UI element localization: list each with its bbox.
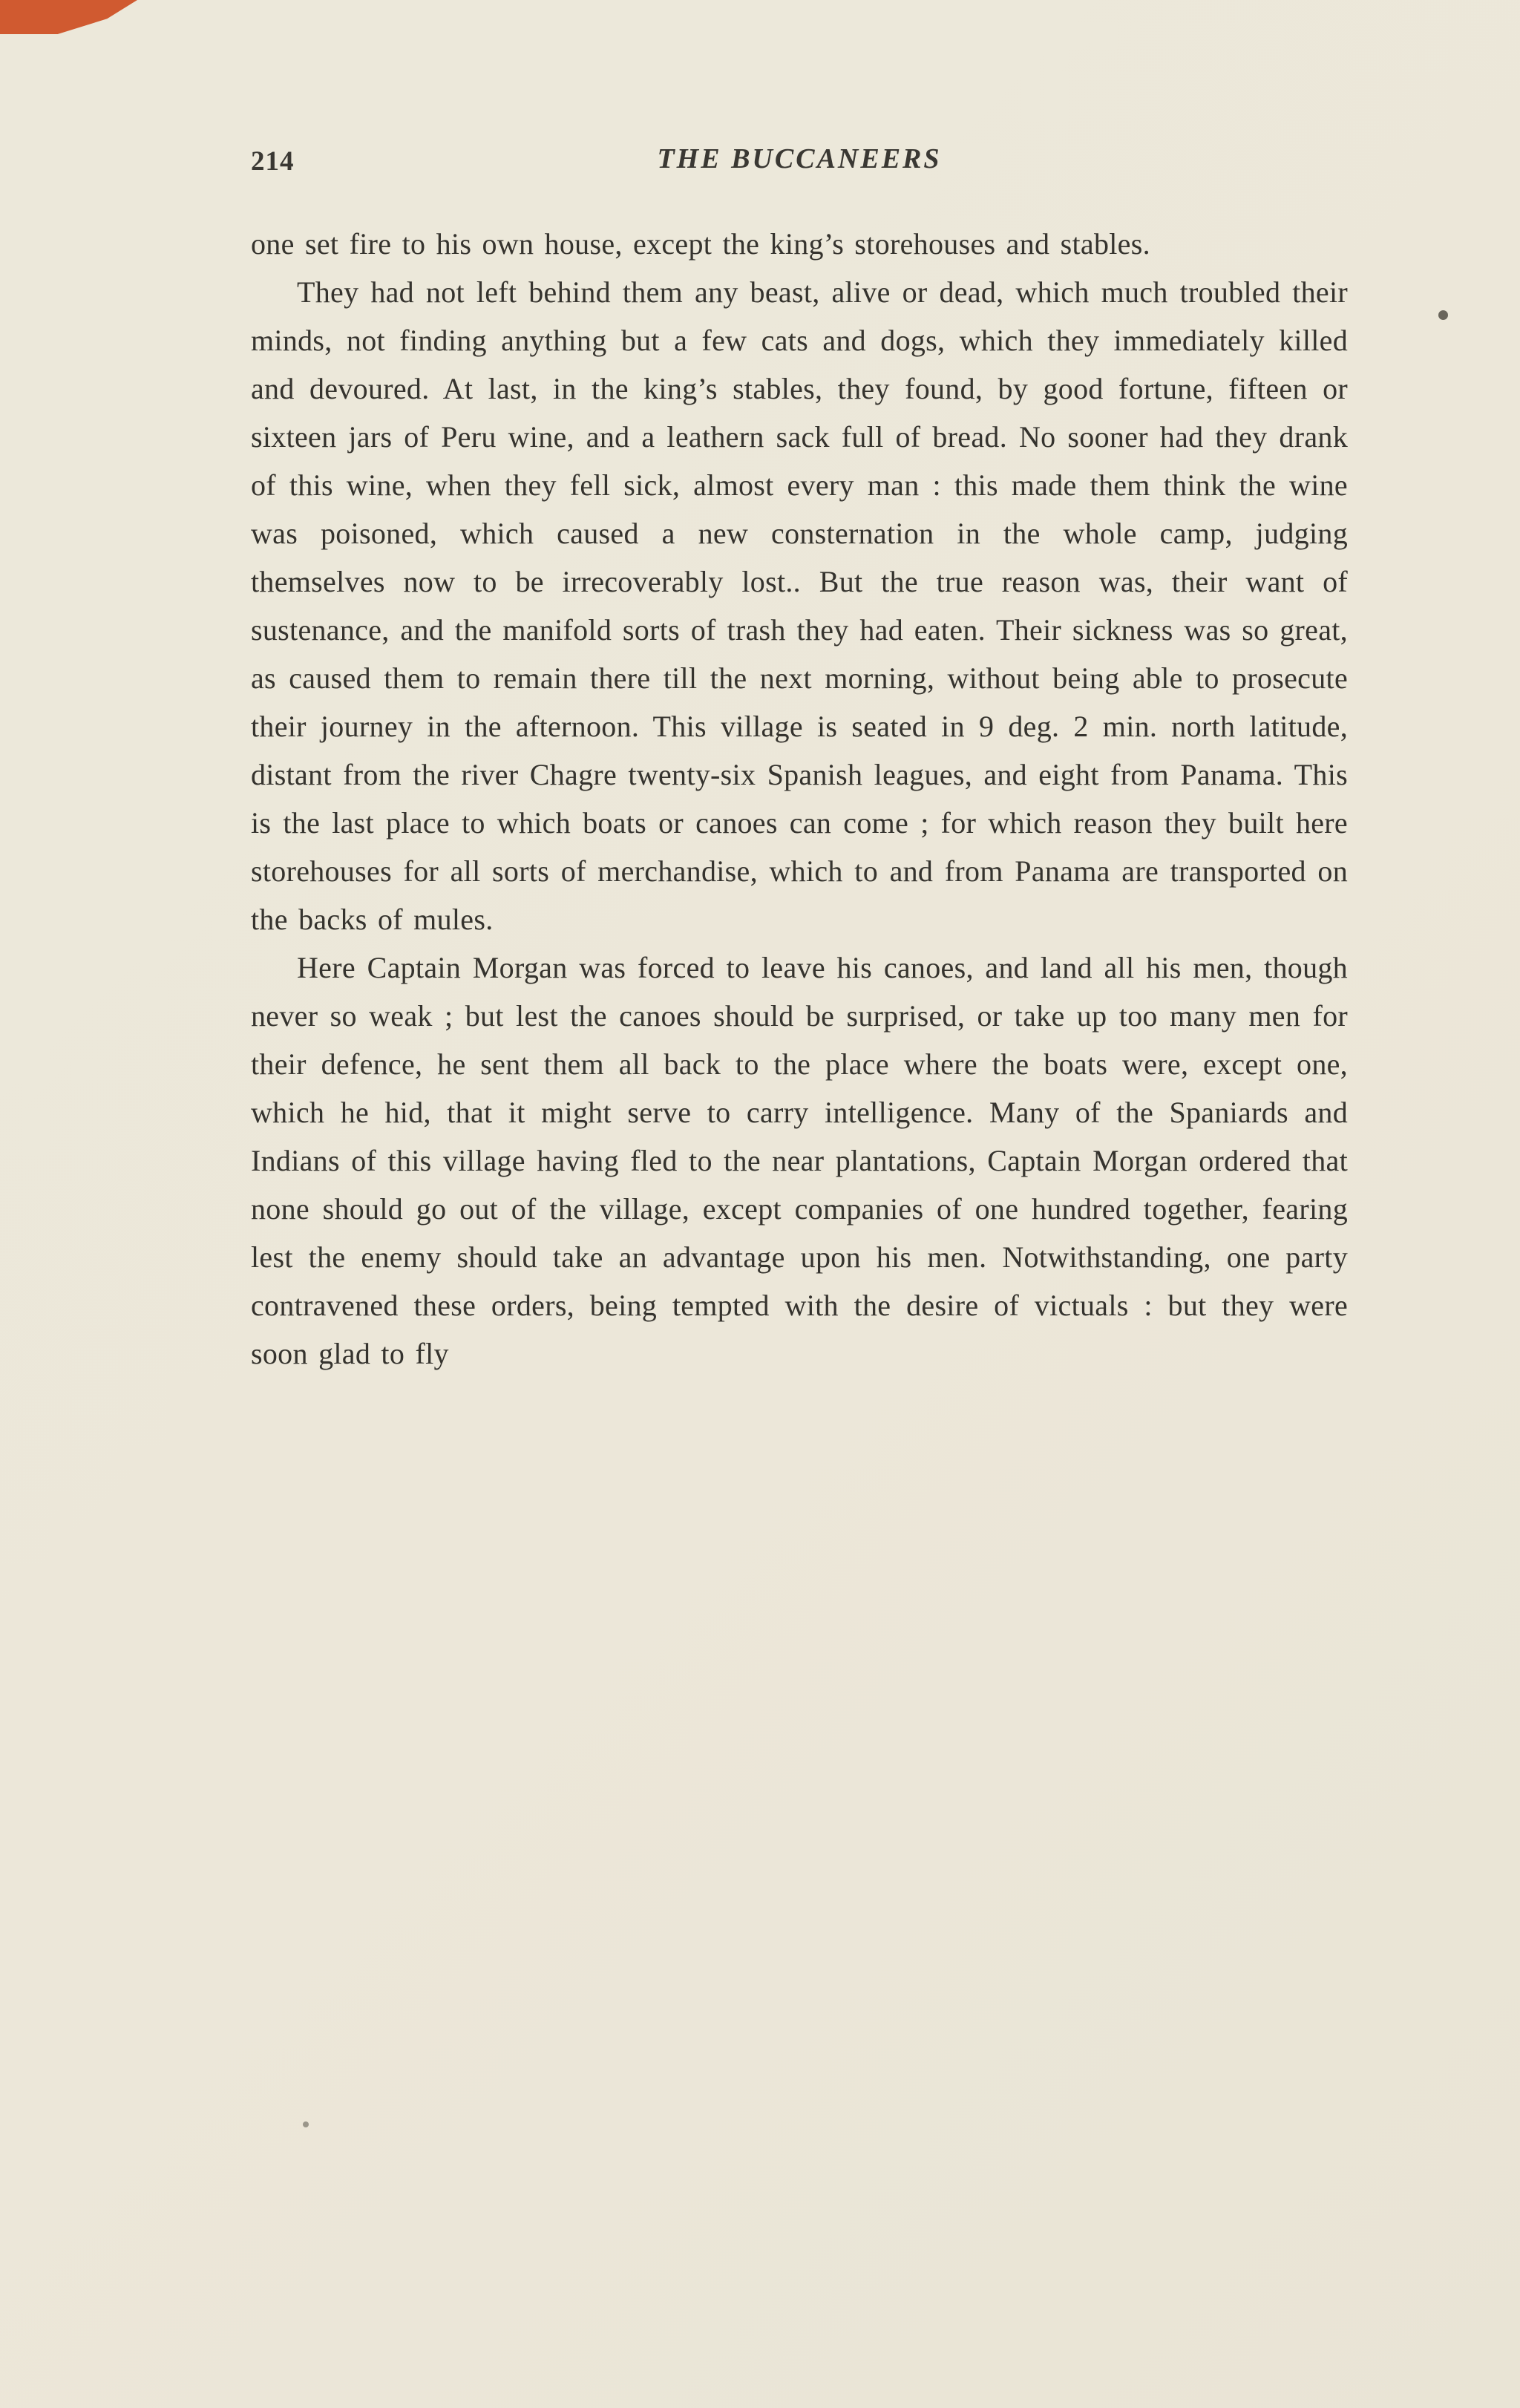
paragraph: Here Captain Morgan was forced to leave his canoes, and land all his men, though never so weak ; but lest the canoes should be surprised, or take up too many men for their defence, he sent them all back to the place where the boats were, except one, which he hid, that it might serve to carry intelligence. Many of the Spaniards and Indians of this village having fled to the near plantations, Captain Morgan ordered that none should go out of the village, except companies of one hundred together, fearing lest the enemy should take an advantage upon his men. Notwithstanding, one party contravened these orders, being tempted with the desire of victuals : but they were soon glad to fly xyxy=(251,951,1348,1370)
running-title: THE BUCCANEERS xyxy=(657,143,942,174)
scan-corner-stain xyxy=(0,0,137,34)
body-text xyxy=(251,220,1348,1378)
paragraph: one set fire to his own house, except the king’s storehouses and stables. xyxy=(251,227,1150,261)
paragraph: They had not left behind them any beast, alive or dead, which much troubled their minds, not finding anything but a few cats and dogs, which they immediately killed and devoured. At last, in the king’s stables, they found, by good fortune, fifteen or sixteen jars of Peru wine, and a leathern sack full of bread. No sooner had they drank of this wine, when they fell sick, almost every man : this made them think the wine was poisoned, which caused a new consternation in the whole camp, judging themselves now to be irrecoverably lost.. But the true reason was, their want of sustenance, and the manifold sorts of trash they had eaten. Their sickness was so great, as caused them to remain there till the next morning, without being able to prosecute their journey in the afternoon. This village is seated in 9 deg. 2 min. north latitude, distant from the river Chagre twenty-six Spanish leagues, and eight from Panama. This is the last place to which boats or canoes can come ; for which reason they built here storehouses for all sorts of merchandise, which to and from Panama are transported on the backs of mules. xyxy=(251,275,1348,936)
scan-speck xyxy=(303,2121,309,2127)
running-head xyxy=(251,140,1348,192)
page-number: 214 xyxy=(251,146,295,177)
text-block xyxy=(251,140,1348,1378)
scan-speck xyxy=(1438,310,1448,320)
